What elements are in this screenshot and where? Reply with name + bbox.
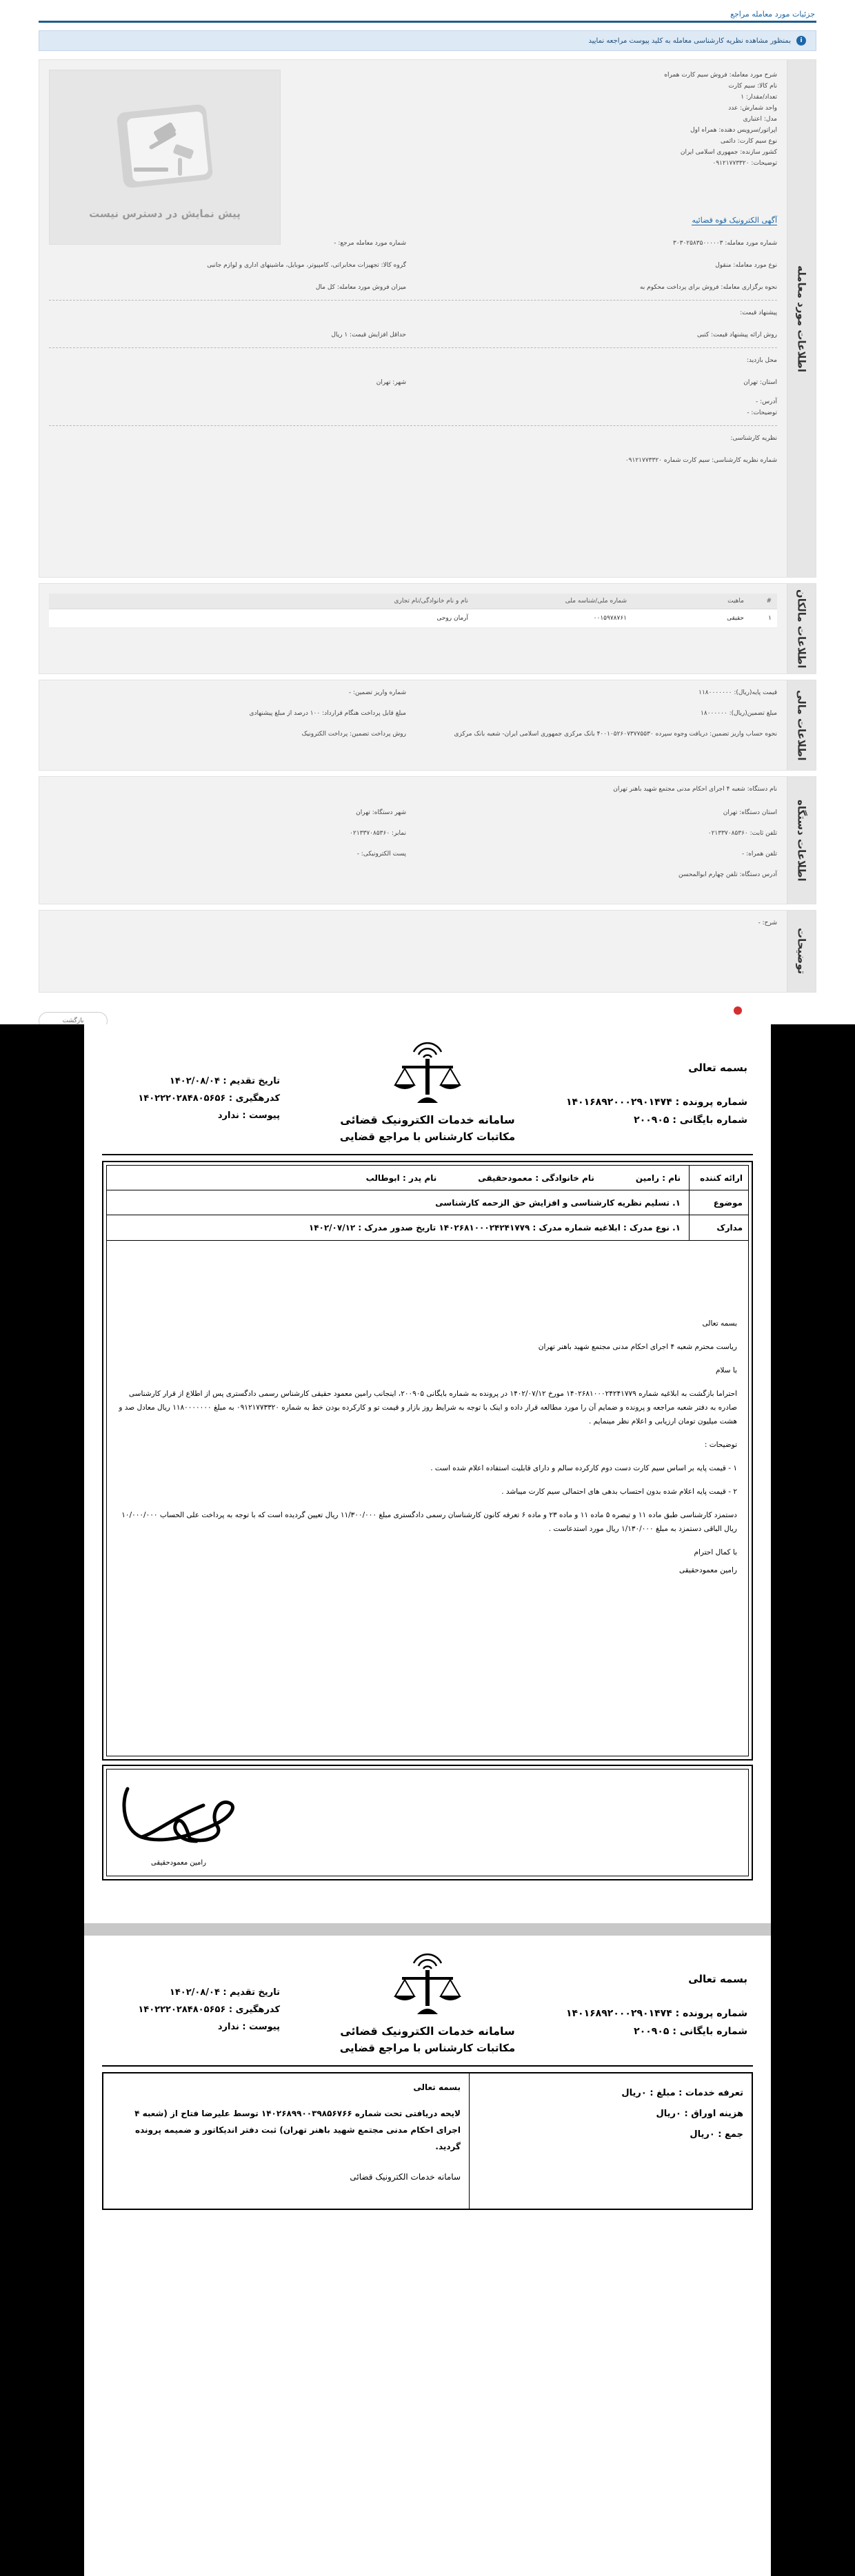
signature-box [102,1765,753,1880]
item-line: نوع سیم کارت: دائمی [721,138,777,145]
expert-title: نظریه کارشناسی: [730,435,777,442]
header-emblem [317,1037,538,1143]
tracking-code: کدرهگیری : ۱۴۰۲۲۲۰۲۸۴۸۰۵۶۵۶ [138,1093,280,1104]
finance-line: قیمت پایه(ریال): ۱۱۸۰۰۰۰۰۰۰ [698,689,777,696]
bismillah: بسمه تعالی [688,1062,747,1074]
meta-value [107,1166,689,1190]
subject-row [107,1190,748,1215]
section-organization [39,776,816,904]
financial-details [49,687,777,740]
document-viewer[interactable] [0,1024,855,2576]
info-icon: i [796,36,806,45]
archive-number: شماره بایگانی : ۲۰۰۹۰۵ [634,1115,747,1126]
detail-line: شماره مورد معامله مرجع: - [334,240,406,247]
header-case-info [566,1970,747,2040]
letter-paragraph: با سلام [715,1366,737,1375]
divider [49,300,777,301]
paper-fee: هزینه اوراق : ۰ریال [656,2109,743,2119]
org-line: نمابر: ۰۲۱۳۳۷۰۸۵۳۶۰ [350,830,406,837]
attachment-status: پیوست : ندارد [217,2022,280,2032]
column-header: ماهیت [632,594,750,609]
detail-line: میزان فروش مورد معامله: کل مال [315,284,406,291]
section-body [39,680,787,770]
location-details [49,377,777,388]
fee-summary [469,2073,752,2209]
justice-scale-icon [390,1037,465,1108]
finance-line: نحوه حساب واریز تضمین: دریافت وجوه سپرده ۴۰۰۱۰۵۲۶۰۷۳۷۷۵۵۳۰ بانک مرکزی جمهوری اسلامی ایران- شعبه بانک مرکزی [454,731,777,738]
location-desc: توضیحات: - [747,409,777,416]
item-line: کشور سازنده: جمهوری اسلامی ایران [680,149,777,156]
section-label: توضیحات [787,911,816,992]
fee-box [102,2072,753,2210]
org-line: تلفن همراه: - [741,851,777,858]
notification-badge [734,1006,742,1015]
item-details [49,238,777,293]
section-financial [39,680,816,771]
ad-link[interactable]: آگهی الکترونیک قوه قضائیه [692,216,777,225]
signature-icon [114,1775,252,1858]
org-title: سامانه خدمات الکترونیک قضائی [340,1113,515,1126]
attachment-status: پیوست : ندارد [217,1110,280,1121]
details-panel [0,0,855,1027]
page-separator [84,1923,771,1936]
documents-value: ۱. نوع مدرک : ابلاغیه شماره مدرک : ۱۴۰۲۶۸۱۰۰۰۲۴۲۴۱۷۷۹ تاریخ صدور مدرک : ۱۴۰۲/۰۷/۱۲ [308,1223,681,1233]
section-body [39,584,787,673]
letter-frame-inner [106,1165,749,1756]
header-divider [39,21,816,23]
note-text: لایحه دریافتی تحت شماره ۱۴۰۲۶۸۹۹۰۰۳۹۸۵۶۷۶۶ توسط علیرضا فتاح از (شعبه ۴ اجرای احکام مدنی مجتمع شهید باهنر تهران) ثبت دفتر اندیکاتور و ضمیمه پرونده گردید. [134,2109,461,2151]
fee-total: جمع : ۰ریال [690,2129,743,2140]
section-item-info [39,59,816,578]
header-case-info [566,1059,747,1129]
table-cell: ۱ [750,609,777,628]
detail-line: گروه کالا: تجهیزات مخابراتی، کامپیوتر، موبایل، ماشینهای اداری و لوازم جانبی [207,262,406,269]
document-page-1 [84,1024,771,1923]
image-placeholder [49,70,281,245]
meta-label: موضوع [689,1190,748,1215]
letter-paragraph: ۱ - قیمت پایه بر اساس سیم کارت دست دوم کارکرده سالم و دارای قابلیت استفاده اعلام شده است . [430,1464,737,1472]
section-description [39,910,816,993]
org-line: پست الکترونیکی: - [356,851,406,858]
item-line: شرح مورد معامله: فروش سیم کارت همراه [664,72,777,79]
document-header [102,1943,753,2067]
item-line: واحد شمارش: عدد [728,105,777,112]
back-button[interactable]: بازگشت [39,1012,108,1030]
letter-paragraph: احتراما بازگشت به ابلاغیه شماره ۱۴۰۲۶۸۱۰۰۰۲۴۲۴۱۷۷۹ مورخ ۱۴۰۲/۰۷/۱۲ در پرونده به شماره بایگانی ۲۰۰۹۰۵، اینجانب رامین معمود حقیقی کارشناس رسمی دادگستری پس از اطلاع از قرار کارشناسی صادره به دفتر شعبه مراجعه و پرونده و ضمایم آن را مورد مطالعه قرار داده و اینک با توجه به شرایط روز بازار و قیمت تو و کارکرده بودن خط به شماره ۰۹۱۲۱۷۷۳۳۲۰ به مبلغ ۱۱۸۰۰۰۰۰۰۰ ریال معادل صد و هشت میلیون تومان ارزیابی و اعلام نظر مینمایم . [119,1390,737,1426]
table-cell: آرمان روحی [49,609,474,628]
meta-label: ارائه کننده [689,1166,748,1190]
column-header: شماره ملی/شناسه ملی [474,594,632,609]
letter-paragraph: توضیحات : [704,1441,737,1449]
finance-line: مبلغ تضمین(ریال): ۱۸۰۰۰۰۰۰ [701,710,777,717]
submit-date: تاریخ تقدیم : ۱۴۰۲/۰۸/۰۴ [169,1076,280,1086]
location-title: محل بازدید: [746,357,777,364]
letter-paragraph: ۲ - قیمت پایه اعلام شده بدون احتساب بدهی های احتمالی سیم کارت میباشد . [501,1488,737,1496]
letter-body [107,1317,748,1577]
presenter-row [107,1166,748,1190]
divider [49,425,777,426]
header-emblem [317,1948,538,2054]
signature-inner [106,1769,749,1876]
justice-scale-icon [390,1948,465,2020]
section-label: اطلاعات دستگاه [787,777,816,904]
location-address: آدرس: - [756,398,777,405]
offer-min-increase: حداقل افزایش قیمت: ۱ ریال [331,332,406,338]
tracking-code: کدرهگیری : ۱۴۰۲۲۲۰۲۸۴۸۰۵۶۵۶ [138,2005,280,2015]
section-label: اطلاعات مالی [787,680,816,770]
item-line: نام کالا: سیم کارت [728,83,777,90]
item-summary [487,70,777,169]
documents-row [107,1215,748,1240]
last-name: نام خانوادگی : معمودحقیقی [478,1173,594,1183]
table-row [49,609,777,628]
meta-label: مدارک [689,1215,748,1240]
item-line: تعداد/مقدار: ۱ [741,94,777,101]
organization-name: نام دستگاه: شعبه ۴ اجرای احکام مدنی مجتمع شهید باهنر تهران [613,786,777,793]
item-line: مدل: اعتباری [743,116,777,123]
expert-line: شماره نظریه کارشناسی: سیم کارت شماره ۰۹۱۲۱۷۷۳۳۲۰ [625,457,777,464]
offer-title: پیشنهاد قیمت: [740,310,777,316]
father-name: نام پدر : ابوطالب [365,1173,437,1183]
meta-table [107,1166,748,1241]
detail-line: شماره مورد معامله: ۳۰۳۰۲۵۸۳۵۰۰۰۰۰۳ [672,240,777,247]
item-line: اپراتور/سرویس دهنده: همراه اول [690,127,777,134]
header-submission-info [108,1073,280,1124]
page-title: جزئیات مورد معامله مراجع [730,10,815,19]
table-header-row [49,594,777,609]
info-banner [39,30,816,51]
bismillah: بسمه تعالی [688,1973,747,1985]
offer-method: روش ارائه پیشنهاد قیمت: کتبی [697,332,777,338]
document-header [102,1031,753,1155]
section-owners [39,583,816,674]
org-title: سامانه خدمات الکترونیک قضائی [340,2025,515,2038]
finance-line: روش پرداخت تضمین: پرداخت الکترونیک [301,731,406,738]
finance-line: مبلغ قابل پرداخت هنگام قرارداد: ۱۰۰ درصد از مبلغ پیشنهادی [249,710,406,717]
section-label: اطلاعات مالکان [787,584,816,673]
column-header: # [750,594,777,609]
document-page-2 [84,1936,771,2576]
archive-number: شماره بایگانی : ۲۰۰۹۰۵ [634,2026,747,2037]
letter-paragraph: دستمزد کارشناسی طبق ماده ۱۱ و تبصره ۵ ماده ۱۱ و ماده ۲۳ و ماده ۶ تعرفه کانون کارشناسان رسمی دادگستری مبلغ ۱۱/۳۰۰/۰۰۰ ریال تعیین گردیده است که با توجه به پرداخت علی الحساب ۱۰/۰۰۰/۰۰۰ ریال الباقی دستمزد به مبلغ ۱/۱۳۰/۰۰۰ ریال مورد استدعاست . [121,1511,737,1533]
subject-value: ۱. تسلیم نظریه کارشناسی و افزایش حق الزحمه کارشناسی [435,1197,681,1208]
submit-date: تاریخ تقدیم : ۱۴۰۲/۰۸/۰۴ [169,1987,280,1998]
column-header: نام و نام خانوادگی/نام تجاری [49,594,474,609]
signer-name: رامین معمودحقیقی [151,1859,207,1867]
letter-paragraph: ریاست محترم شعبه ۴ اجرای احکام مدنی مجتمع شهید باهنر تهران [538,1343,737,1351]
letter-paragraph: رامین معمودحقیقی [678,1566,737,1574]
org-subtitle: مکاتبات کارشناس با مراجع قضایی [339,1130,516,1143]
section-label: اطلاعات مورد معامله [787,60,816,577]
offer-details [49,329,777,341]
section-body [39,60,787,577]
organization-details [49,807,777,880]
note-signature: سامانه خدمات الکترونیک قضائی [350,2172,461,2182]
divider [49,347,777,348]
placeholder-text: پیش نمایش در دسترس نیست [89,207,241,220]
description-line: شرح: - [758,920,777,926]
note-title: بسمه تعالی [413,2082,461,2092]
location-province: استان: تهران [743,379,777,386]
detail-line: نوع مورد معامله: منقول [715,262,777,269]
case-number: شماره پرونده : ۱۴۰۱۶۸۹۲۰۰۰۲۹۰۱۴۷۴ [565,2008,747,2019]
owners-table [49,594,777,628]
item-line: توضیحات: ۰۹۱۲۱۷۷۳۳۲۰ [712,160,777,167]
case-number: شماره پرونده : ۱۴۰۱۶۸۹۲۰۰۰۲۹۰۱۴۷۴ [565,1097,747,1108]
org-line: آدرس دستگاه: تلفن چهارم ابوالمحسن [678,871,777,878]
org-line: تلفن ثابت: ۰۲۱۳۳۷۰۸۵۳۶۰ [707,830,777,837]
info-text: بمنظور مشاهده نظریه کارشناسی معامله به کلید پیوست مراجعه نمایید [588,37,791,45]
service-fee: تعرفه خدمات : مبلغ : ۰ریال [621,2088,743,2098]
finance-line: شماره واریز تضمین: - [348,689,406,696]
section-body [39,777,787,904]
receipt-note [103,2073,469,2209]
org-line: شهر دستگاه: تهران [356,809,406,816]
location-city: شهر: تهران [376,379,406,386]
letter-frame [102,1161,753,1761]
table-cell: ۰۰۱۵۹۷۸۷۶۱ [474,609,632,628]
org-line: استان دستگاه: تهران [723,809,777,816]
table-cell: حقیقی [632,609,750,628]
detail-line: نحوه برگزاری معامله: فروش برای پرداخت محکوم به [639,284,777,291]
section-body [39,911,787,992]
first-name: نام : رامین [635,1173,681,1183]
letter-paragraph: با کمال احترام [694,1548,737,1556]
gavel-icon [106,94,223,198]
header-submission-info [108,1984,280,2036]
letter-paragraph: بسمه تعالی [702,1319,737,1328]
org-subtitle: مکاتبات کارشناس با مراجع قضایی [339,2042,516,2054]
